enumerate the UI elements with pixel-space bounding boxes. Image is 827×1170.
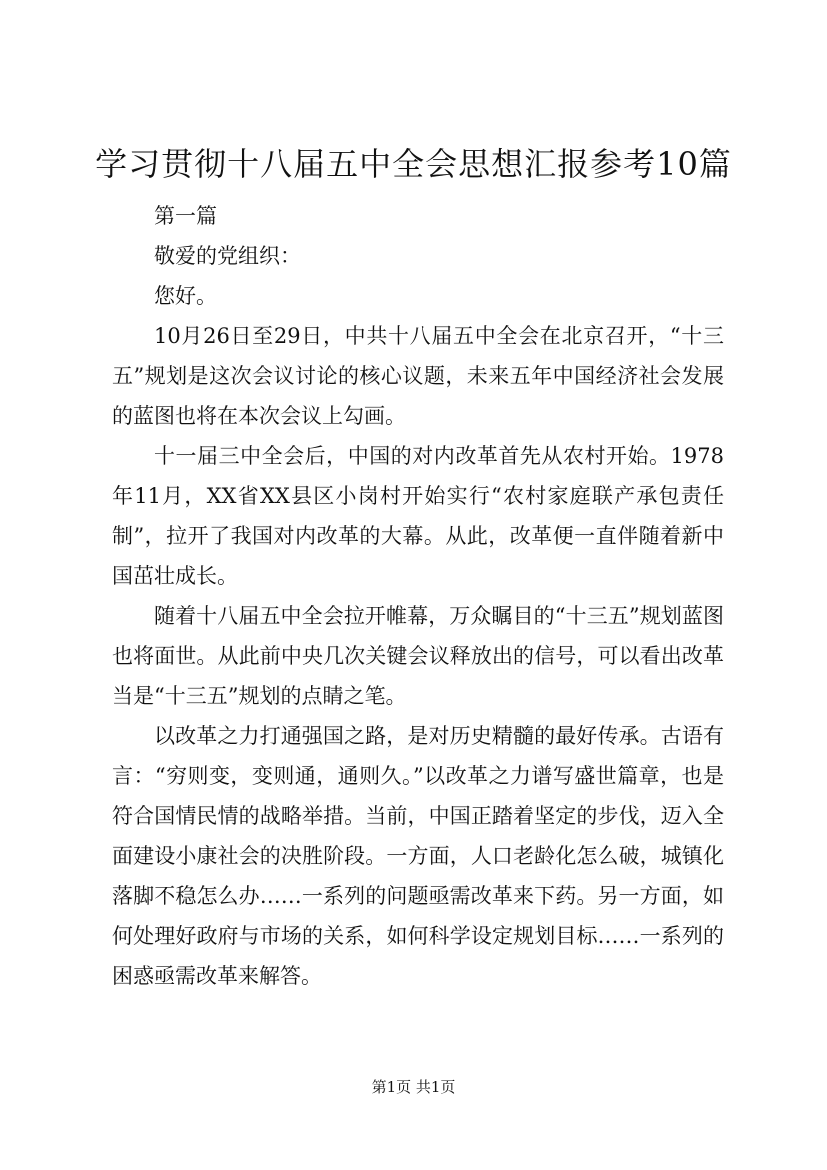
document-title: 学习贯彻十八届五中全会思想汇报参考10篇 [95,145,732,183]
page-number: 第1页 共1页 [371,1078,456,1096]
section-heading: 第一篇 [154,204,217,228]
body-paragraph: 10月26日至29日，中共十八届五中全会在北京召开，“十三五”规划是这次会议讨论的核心议题，未来五年中国经济社会发展的蓝图也将在本次会议上勾画。 [112,324,724,428]
body-paragraph: 以改革之力打通强国之路，是对历史精髓的最好传承。古语有言：“穷则变，变则通，通则久。”以改革之力谱写盛世篇章，也是符合国情民情的战略举措。当前，中国正踏着坚定的步伐，迈入全面建设小康社会的决胜阶段。一方面，人口老龄化怎么破，城镇化落脚不稳怎么办……一系列的问题亟需改革来下药。另一方面，如何处理好政府与市场的关系，如何科学设定规划目标……一系列的困惑亟需改革来解答。 [112,724,724,988]
body-paragraph: 随着十八届五中全会拉开帷幕，万众瞩目的“十三五”规划蓝图也将面世。从此前中央几次关键会议释放出的信号，可以看出改革当是“十三五”规划的点睛之笔。 [112,604,724,708]
greeting: 您好。 [154,284,217,308]
body-paragraph: 十一届三中全会后，中国的对内改革首先从农村开始。1978年11月，XX省XX县区小岗村开始实行“农村家庭联产承包责任制”，拉开了我国对内改革的大幕。从此，改革便一直伴随着新中国茁壮成长。 [112,444,724,588]
salutation: 敬爱的党组织： [154,244,301,268]
document-body [112,196,724,996]
